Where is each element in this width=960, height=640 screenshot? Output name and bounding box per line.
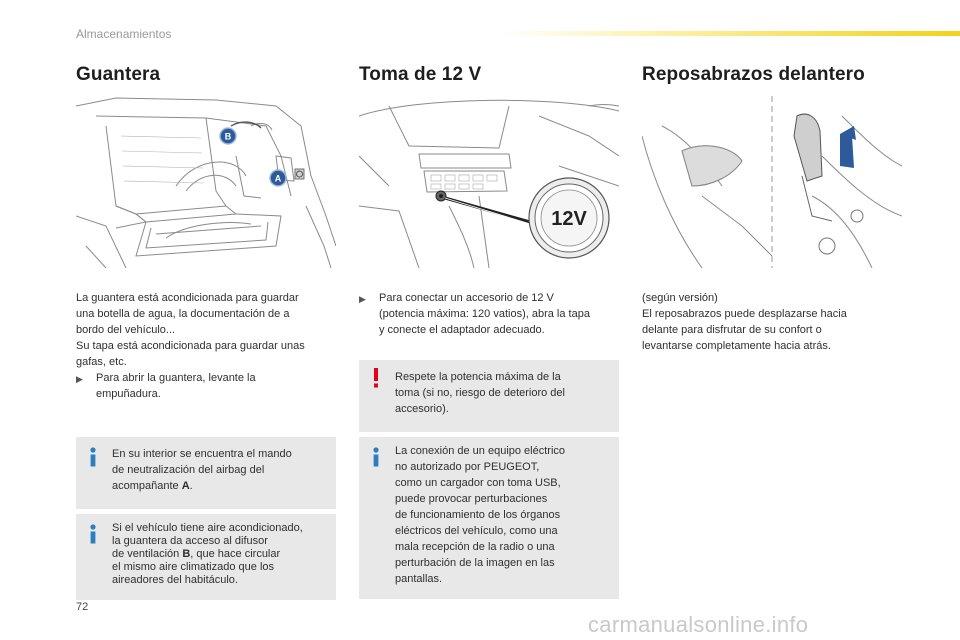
exclamation-icon: [369, 368, 383, 388]
section-title: Almacenamientos: [76, 27, 172, 41]
socket-12v-illustration: [359, 96, 619, 268]
guantera-title: Guantera: [76, 64, 161, 85]
reposabrazos-title: Reposabrazos delantero: [642, 64, 865, 85]
note-unauthorized-equipment: La conexión de un equipo eléctrico no autorizado por PEUGEOT, como un cargador con toma USB, puede provocar perturbaciones de funcionamiento de los órganos eléctricos del vehículo, como una mala recepción de la radio o una perturbación de la imagen en las pantallas.: [359, 437, 619, 599]
arrow-bullet-icon: ▶: [76, 374, 83, 384]
toma-instruction: ▶ Para conectar un accesorio de 12 V (potencia máxima: 120 vatios), abra la tapa y conecte el adaptador adecuado.: [359, 292, 590, 336]
arrow-bullet-icon: ▶: [359, 294, 366, 304]
page-number: 72: [76, 601, 89, 613]
info-icon: [369, 447, 383, 467]
note-airbag: En su interior se encuentra el mando de neutralización del airbag del acompañante A.: [76, 437, 336, 509]
reposabrazos-description: (según versión) El reposabrazos puede desplazarse hacia delante para disfrutar de su confort o levantarse completamente hacia atrás.: [642, 292, 847, 352]
toma-title: Toma de 12 V: [359, 64, 482, 85]
watermark: carmanualsonline.info: [588, 612, 809, 637]
socket-12v-label: 12V: [551, 208, 587, 230]
info-icon: [86, 447, 100, 467]
guantera-open-instruction: ▶ Para abrir la guantera, levante la empuñadura.: [76, 372, 256, 400]
info-icon: [86, 524, 100, 544]
guantera-description: La guantera está acondicionada para guardar una botella de agua, la documentación de a bordo del vehículo... Su tapa está acondicionada para guardar unas gafas, etc. ▶ Para abrir la guantera, levante la empuñadura.: [76, 290, 338, 402]
header-accent-bar: [500, 31, 960, 36]
armrest-illustration: [642, 96, 902, 268]
glovebox-illustration: [76, 96, 336, 268]
glovebox-label-a: A: [274, 173, 282, 184]
glovebox-label-b: B: [224, 131, 232, 142]
note-power-warning: Respete la potencia máxima de la toma (si no, riesgo de deterioro del accesorio).: [359, 360, 619, 432]
note-air-conditioning: Si el vehículo tiene aire acondicionado, la guantera da acceso al difusor de ventilación B, que hace circular el mismo aire climatizado que los aireadores del habitáculo.: [76, 514, 336, 600]
